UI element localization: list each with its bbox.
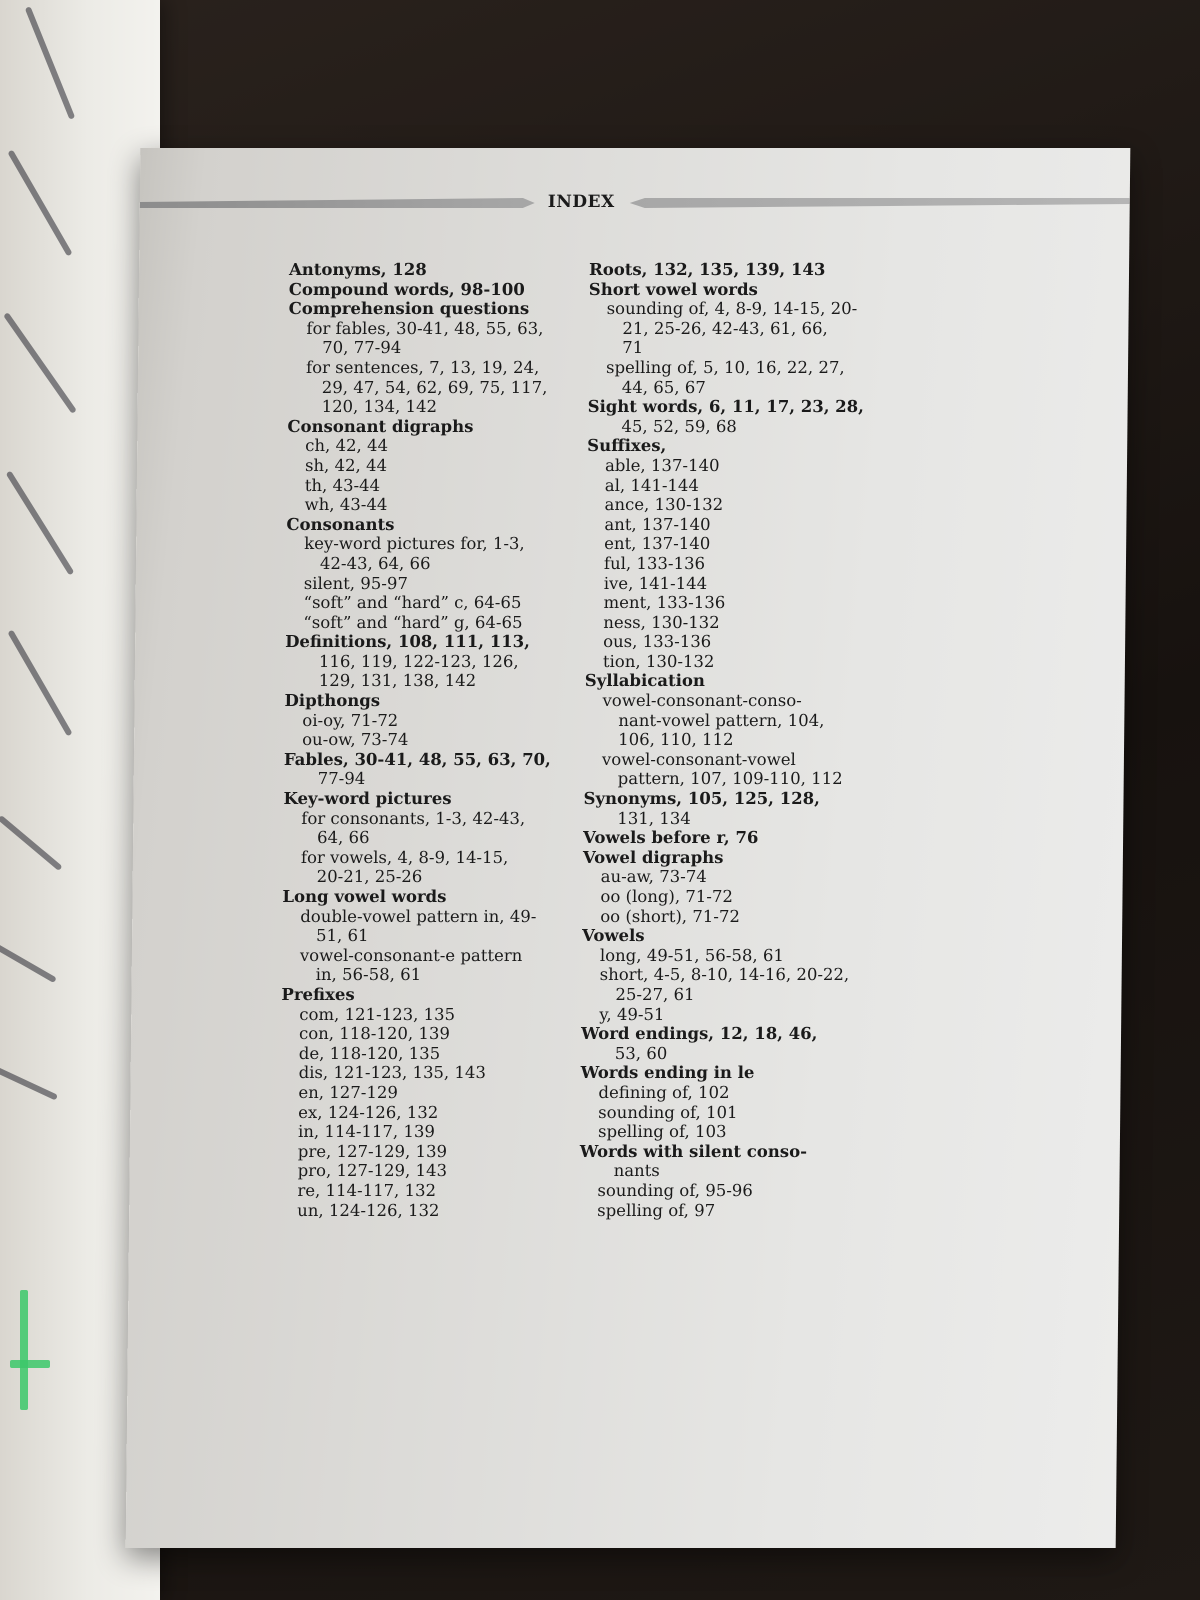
index-header-band (140, 192, 1130, 214)
index-subentry: ance, 130-132 (604, 495, 724, 515)
blurred-text-line (3, 312, 77, 414)
blurred-text-line (0, 1065, 58, 1100)
index-subentry: un, 124-126, 132 (297, 1200, 440, 1220)
index-subentry: con, 118-120, 139 (298, 1024, 450, 1044)
index-subentry: ch, 42, 44 (305, 436, 389, 456)
index-subentry: in, 114-117, 139 (297, 1122, 436, 1142)
index-subentry: 44, 65, 67 (621, 377, 706, 397)
index-heading: Definitions, 108, 111, 113, (285, 632, 531, 652)
blurred-text-line (0, 815, 63, 871)
index-subentry: 77-94 (317, 769, 366, 789)
index-subentry: 51, 61 (315, 926, 369, 946)
index-heading: Roots, 132, 135, 139, 143 (588, 260, 826, 279)
index-subentry: 64, 66 (317, 828, 370, 848)
index-heading: Syllabication (584, 671, 706, 691)
index-subentry: oo (long), 71-72 (600, 887, 734, 906)
index-subentry: vowel-consonant-conso- (602, 691, 802, 711)
index-heading: Prefixes (281, 984, 355, 1004)
index-subentry: 71 (622, 338, 644, 358)
index-subentry: sh, 42, 44 (304, 455, 388, 475)
index-subentry: 70, 77-94 (322, 338, 402, 358)
index-heading: Comprehension questions (288, 299, 530, 319)
index-subentry: ment, 133-136 (603, 593, 726, 613)
index-subentry: long, 49-51, 56-58, 61 (599, 945, 784, 965)
index-subentry: en, 127-129 (298, 1082, 398, 1102)
index-subentry: spelling of, 97 (597, 1200, 716, 1220)
index-heading: Sight words, 6, 11, 17, 23, 28, (587, 397, 865, 417)
index-heading: Antonyms, 128 (288, 260, 427, 279)
index-heading: Consonants (286, 514, 395, 534)
index-subentry: 45, 52, 59, 68 (621, 416, 737, 436)
blurred-text-line (0, 943, 57, 983)
index-heading: Compound words, 98-100 (288, 279, 525, 299)
index-subentry: spelling of, 5, 10, 16, 22, 27, (605, 357, 845, 377)
index-heading: Short vowel words (588, 279, 758, 299)
index-subentry: in, 56-58, 61 (315, 965, 422, 985)
index-subentry: 131, 134 (617, 808, 691, 828)
index-heading: Fables, 30-41, 48, 55, 63, 70, (283, 749, 551, 769)
index-subentry: “soft” and “hard” c, 64-65 (303, 593, 522, 613)
index-heading: Words with silent conso- (579, 1141, 808, 1161)
index-subentry: 42-43, 64, 66 (319, 553, 431, 573)
index-subentry: ex, 124-126, 132 (298, 1102, 439, 1122)
index-subentry: ant, 137-140 (604, 514, 711, 534)
index-subentry: nants (613, 1161, 660, 1181)
index-subentry: wh, 43-44 (304, 495, 388, 515)
index-heading: Synonyms, 105, 125, 128, (583, 789, 820, 809)
index-subentry: ness, 130-132 (603, 612, 720, 632)
index-subentry: for vowels, 4, 8-9, 14-15, (300, 847, 509, 867)
index-subentry: nant-vowel pattern, 104, (618, 710, 825, 730)
index-subentry: key-word pictures for, 1-3, (304, 534, 525, 554)
header-rule-left (140, 198, 535, 208)
index-subentry: re, 114-117, 132 (297, 1180, 437, 1200)
index-subentry: vowel-consonant-vowel (601, 749, 796, 769)
index-column-left (279, 260, 559, 1220)
index-subentry: 106, 110, 112 (618, 730, 734, 750)
index-subentry: for consonants, 1-3, 42-43, (301, 808, 526, 828)
index-subentry: spelling of, 103 (597, 1122, 727, 1142)
index-subentry: au-aw, 73-74 (600, 867, 707, 887)
index-subentry: ou-ow, 73-74 (302, 730, 409, 750)
index-heading: Suffixes, (587, 436, 667, 456)
blurred-text-line (7, 630, 72, 737)
index-subentry: 20-21, 25-26 (316, 867, 423, 887)
index-heading: Words ending in le (580, 1063, 755, 1083)
index-heading: Dipthongs (284, 691, 381, 711)
index-subentry: pro, 127-129, 143 (297, 1161, 448, 1181)
index-subentry: pattern, 107, 109-110, 112 (617, 769, 843, 789)
index-subentry: al, 141-144 (604, 475, 700, 495)
index-subentry: ful, 133-136 (603, 553, 706, 573)
index-subentry: th, 43-44 (304, 475, 381, 495)
index-subentry: 116, 119, 122-123, 126, (318, 651, 519, 671)
index-subentry: de, 118-120, 135 (298, 1043, 441, 1063)
index-subentry: for sentences, 7, 13, 19, 24, (305, 357, 540, 377)
index-subentry: sounding of, 95-96 (597, 1180, 753, 1200)
index-subentry: vowel-consonant-e pattern (299, 945, 523, 965)
index-subentry: 25-27, 61 (615, 984, 695, 1004)
index-subentry: 129, 131, 138, 142 (318, 671, 477, 691)
index-subentry: tion, 130-132 (602, 651, 715, 671)
index-heading: Long vowel words (282, 887, 447, 906)
blurred-text-line (7, 150, 72, 257)
index-heading: Word endings, 12, 18, 46, (580, 1024, 818, 1044)
index-subentry: ent, 137-140 (604, 534, 711, 554)
index-heading: Vowel digraphs (582, 847, 724, 867)
index-heading: Key-word pictures (283, 789, 452, 809)
index-subentry: 120, 134, 142 (321, 397, 438, 417)
index-subentry: sounding of, 4, 8-9, 14-15, 20- (606, 299, 858, 319)
index-page (126, 148, 1131, 1548)
green-marker (20, 1290, 28, 1410)
index-subentry: dis, 121-123, 135, 143 (298, 1063, 487, 1083)
index-subentry: ous, 133-136 (603, 632, 712, 652)
index-subentry: com, 121-123, 135 (299, 1004, 456, 1024)
index-subentry: 21, 25-26, 42-43, 61, 66, (622, 318, 828, 338)
index-subentry: able, 137-140 (604, 455, 720, 475)
blurred-text-line (6, 471, 75, 576)
index-subentry: for fables, 30-41, 48, 55, 63, (306, 318, 544, 338)
index-subentry: ive, 141-144 (603, 573, 708, 593)
index-subentry: defining of, 102 (598, 1082, 730, 1102)
index-subentry: oi-oy, 71-72 (302, 710, 399, 730)
header-rule-right (630, 198, 1130, 208)
index-heading: Consonant digraphs (287, 416, 474, 436)
index-subentry: 29, 47, 54, 62, 69, 75, 117, (321, 377, 548, 397)
index-subentry: double-vowel pattern in, 49- (300, 906, 537, 926)
index-subentry: pre, 127-129, 139 (297, 1141, 448, 1161)
index-column-right (579, 260, 865, 1220)
index-subentry: “soft” and “hard” g, 64-65 (303, 612, 523, 632)
index-heading: Vowels before r, 76 (583, 828, 759, 848)
index-subentry: 53, 60 (614, 1043, 668, 1063)
page-title: INDEX (547, 192, 615, 212)
index-subentry: short, 4-5, 8-10, 14-16, 20-22, (599, 965, 850, 985)
index-heading: Vowels (581, 926, 645, 946)
green-marker (10, 1360, 50, 1368)
index-subentry: y, 49-51 (599, 1004, 665, 1024)
index-subentry: sounding of, 101 (598, 1102, 738, 1122)
index-subentry: oo (short), 71-72 (600, 906, 740, 926)
index-subentry: silent, 95-97 (303, 573, 408, 593)
blurred-text-line (25, 6, 76, 120)
